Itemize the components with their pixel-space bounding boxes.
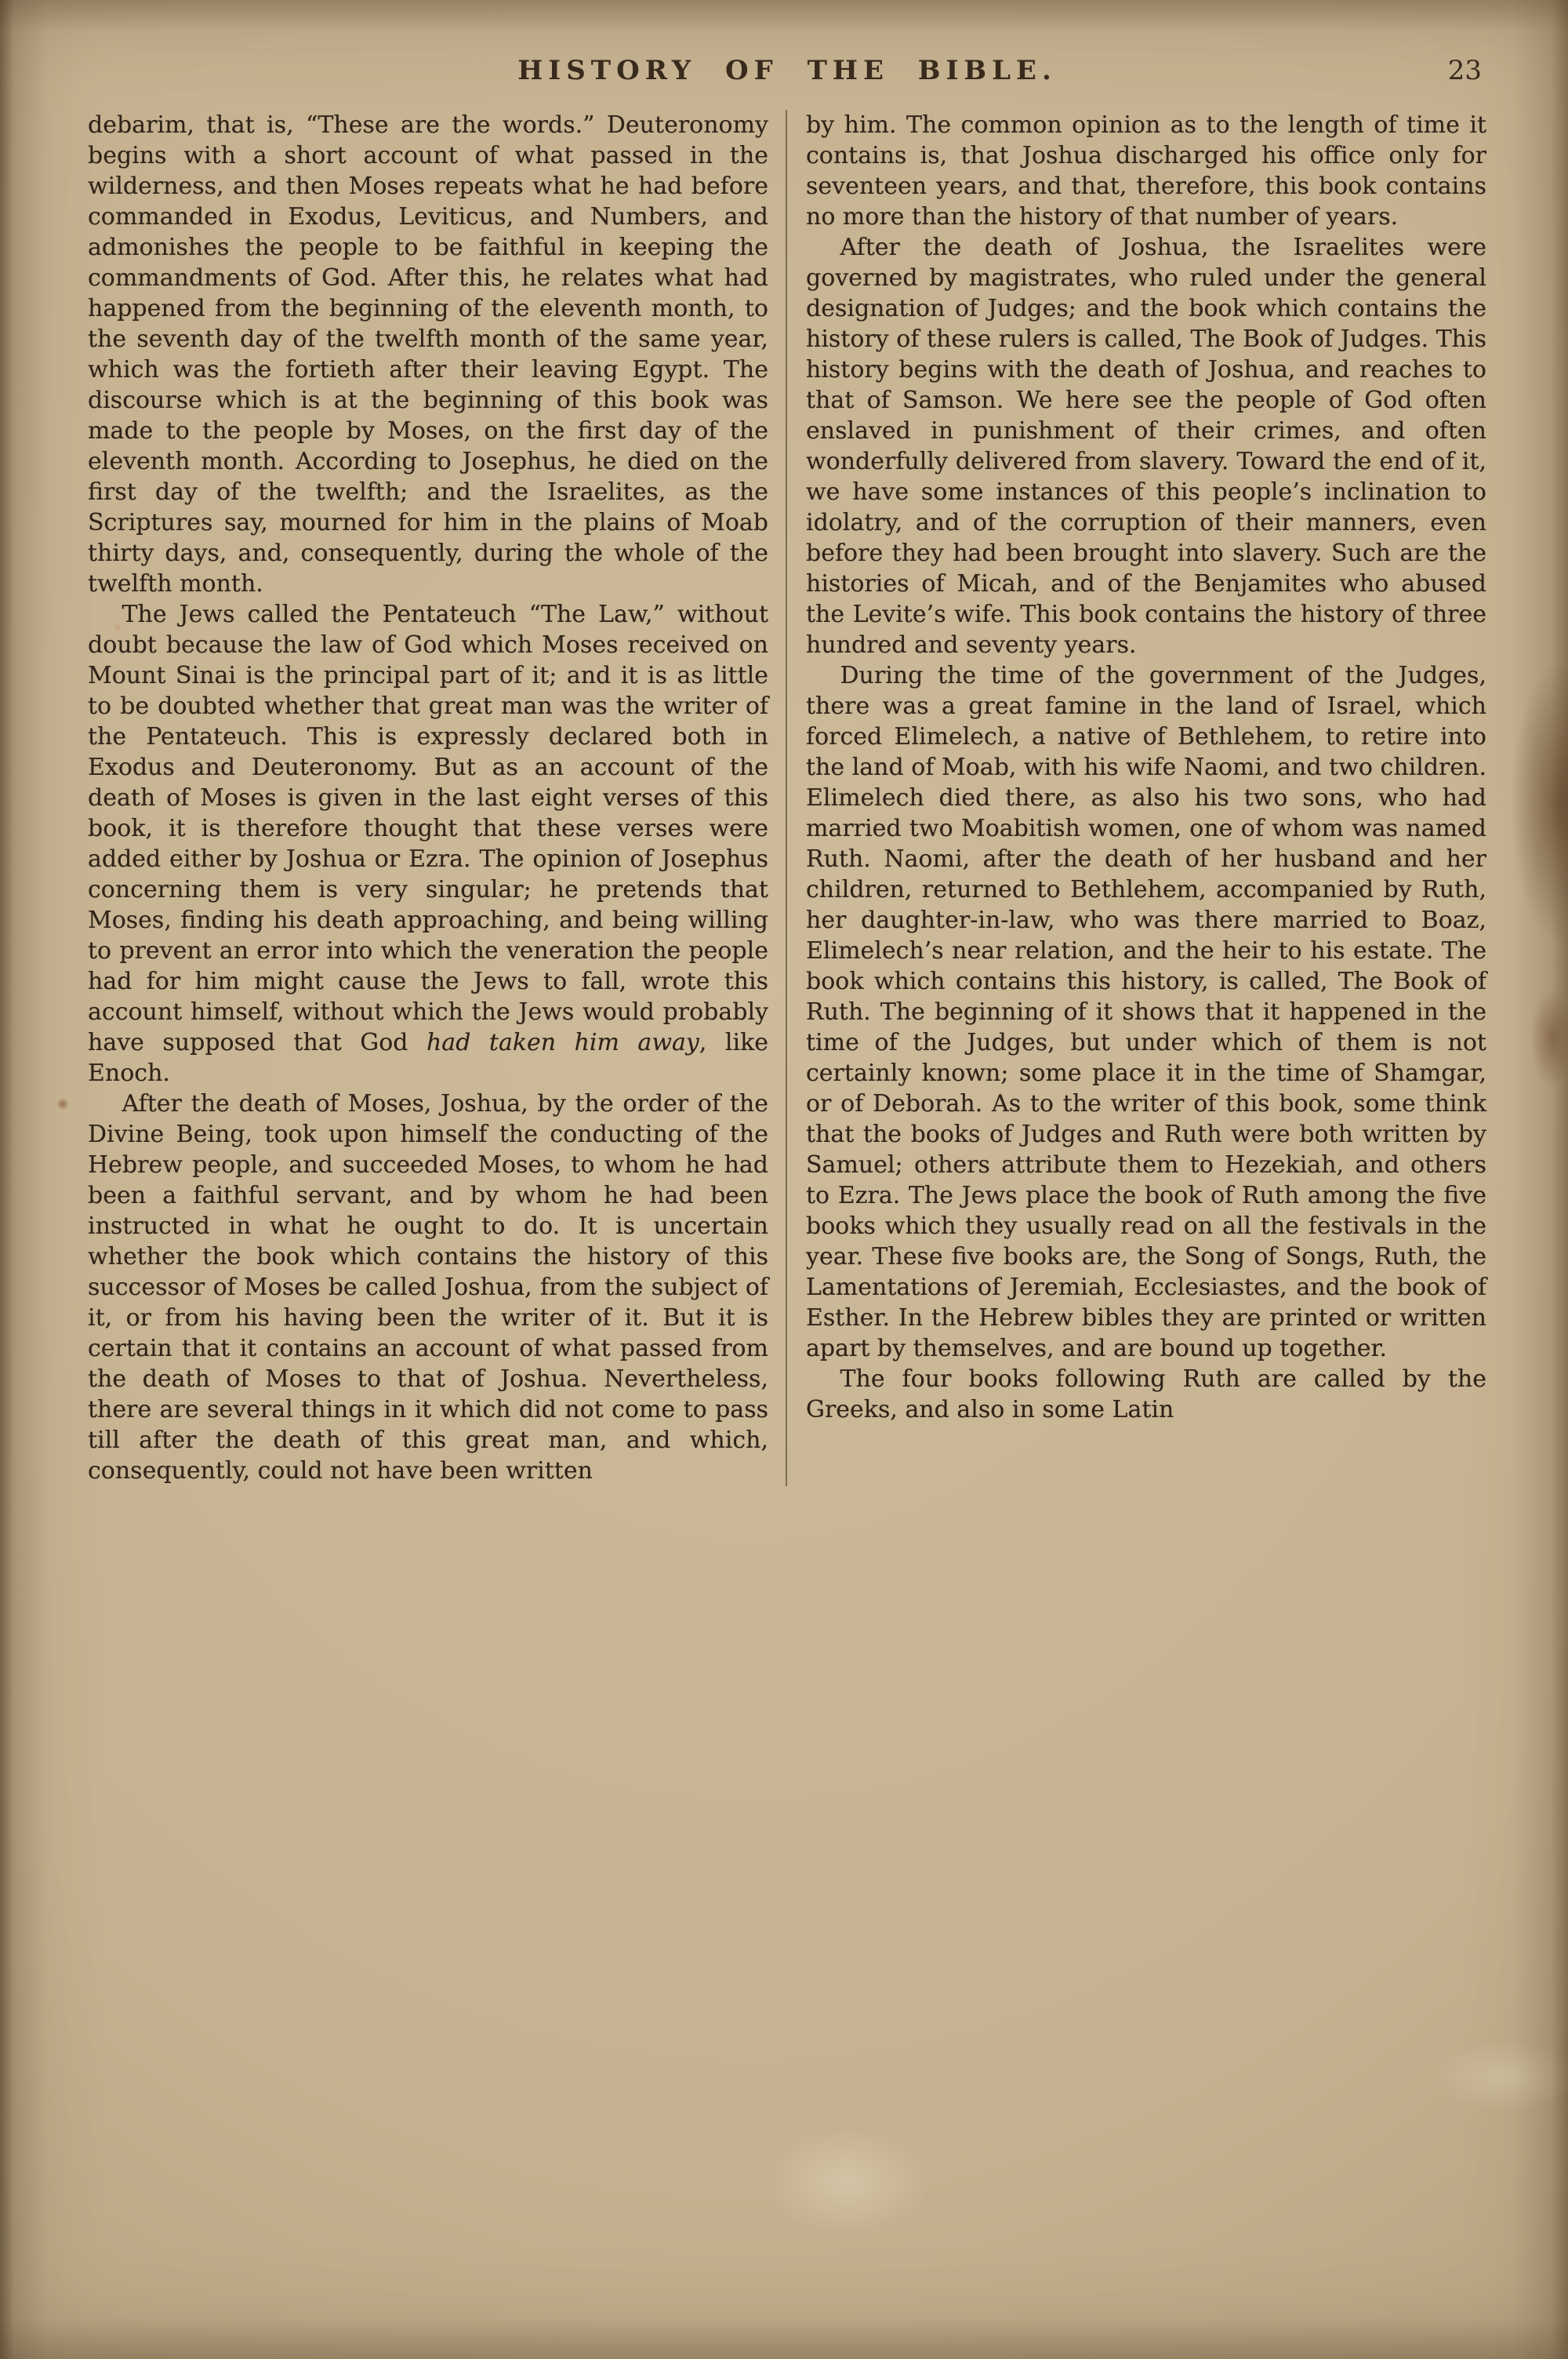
page-header (93, 55, 1482, 86)
text-run: , like Enoch. (88, 1029, 768, 1087)
page-title: HISTORY OF THE BIBLE. (517, 55, 1057, 86)
text-run: debarim, that is, “These are the words.” Deuteronomy begins with a short account of what passed in the wilderness, and then Moses repeats what he had before commanded in Exodus, Leviticus, and Numbers, and admonishes the people to be faithful in keeping the commandments of God. After this, he relates what had happened from the beginning of the eleventh month, to the seventh day of the twelfth month of the same year, which was the fortieth after their leaving Egypt. The discourse which is at the beginning of this book was made to the people by Moses, on the first day of the eleventh month. According to Josephus, he died on the first day of the twelfth; and the Israelites, as the Scriptures say, mourned for him in the plains of Moab thirty days, and, consequently, during the whole of the twelfth month. (88, 111, 768, 598)
paragraph (88, 110, 768, 599)
italic-text-run: had taken him away (426, 1029, 699, 1056)
paragraph (806, 660, 1486, 1364)
text-run: During the time of the government of the Judges, there was a great famine in the land of Israel, which forced Elimelech, a native of Bethlehem, to retire into the land of Moab, with his wife Naomi, and two children. Elimelech died there, as also his two sons, who had married two Moabitish women, one of whom was named Ruth. Naomi, after the death of her husband and her children, returned to Bethlehem, accompanied by Ruth, her daughter-in-law, who was there married to Boaz, Elimelech’s near relation, and the heir to his estate. The book which contains this history, is called, The Book of Ruth. The beginning of it shows that it happened in the time of the Judges, but under which of them is not certainly known; some place it in the time of Shamgar, or of Deborah. As to the writer of this book, some think that the books of Judges and Ruth were both written by Samuel; others attribute them to Hezekiah, and others to Ezra. The Jews place the book of Ruth among the five books which they usually read on all the festivals in the year. These five books are, the Song of Songs, Ruth, the Lamentations of Jeremiah, Ecclesiastes, and the book of Esther. In the Hebrew bibles they are printed or written apart by themselves, and are bound up together. (806, 662, 1486, 1362)
paragraph (88, 599, 768, 1089)
text-run: by him. The common opinion as to the length of time it contains is, that Joshua discharged his office only for seventeen years, and that, therefore, this book contains no more than the history of that number of years. (806, 111, 1486, 231)
text-run: After the death of Joshua, the Israelites were governed by magistrates, who ruled under the general designation of Judges; and the book which contains the history of these rulers is called, The Book of Judges. This history begins with the death of Joshua, and reaches to that of Samson. We here see the people of God often enslaved in punishment of their crimes, and often wonderfully delivered from slavery. Toward the end of it, we have some instances of this people’s inclination to idolatry, and of the corruption of their manners, even before they had been brought into slavery. Such are the histories of Micah, and of the Benjamites who abused the Levite’s wife. This book contains the history of three hundred and seventy years. (806, 234, 1486, 659)
paragraph (806, 232, 1486, 660)
paragraph (806, 110, 1486, 232)
text-columns (88, 110, 1486, 1486)
text-run: After the death of Moses, Joshua, by the order of the Divine Being, took upon himself the conducting of the Hebrew people, and succeeded Moses, to whom he had been a faithful servant, and by whom he had been instructed in what he ought to do. It is uncertain whether the book which contains the history of this successor of Moses be called Joshua, from the subject of it, or from his having been the writer of it. But it is certain that it contains an account of what passed from the death of Moses to that of Joshua. Nevertheless, there are several things in it which did not come to pass till after the death of this great man, and which, consequently, could not have been written (88, 1090, 768, 1485)
paragraph (806, 1364, 1486, 1425)
text-run: The Jews called the Pentateuch “The Law,” without doubt because the law of God which Moses received on Mount Sinai is the principal part of it; and it is as little to be doubted whether that great man was the writer of the Pentateuch. This is expressly declared both in Exodus and Deuteronomy. But as an account of the death of Moses is given in the last eight verses of this book, it is therefore thought that these verses were added either by Joshua or Ezra. The opinion of Josephus concerning them is very singular; he pretends that Moses, finding his death approaching, and being willing to prevent an error into which the veneration the people had for him might cause the Jews to fall, wrote this account himself, without which the Jews would probably have supposed that God (88, 601, 768, 1056)
text-run: The four books following Ruth are called by the Greeks, and also in some Latin (806, 1365, 1486, 1423)
page-number: 23 (1447, 55, 1482, 86)
right-column (787, 110, 1486, 1486)
left-column (88, 110, 787, 1486)
paragraph (88, 1089, 768, 1486)
